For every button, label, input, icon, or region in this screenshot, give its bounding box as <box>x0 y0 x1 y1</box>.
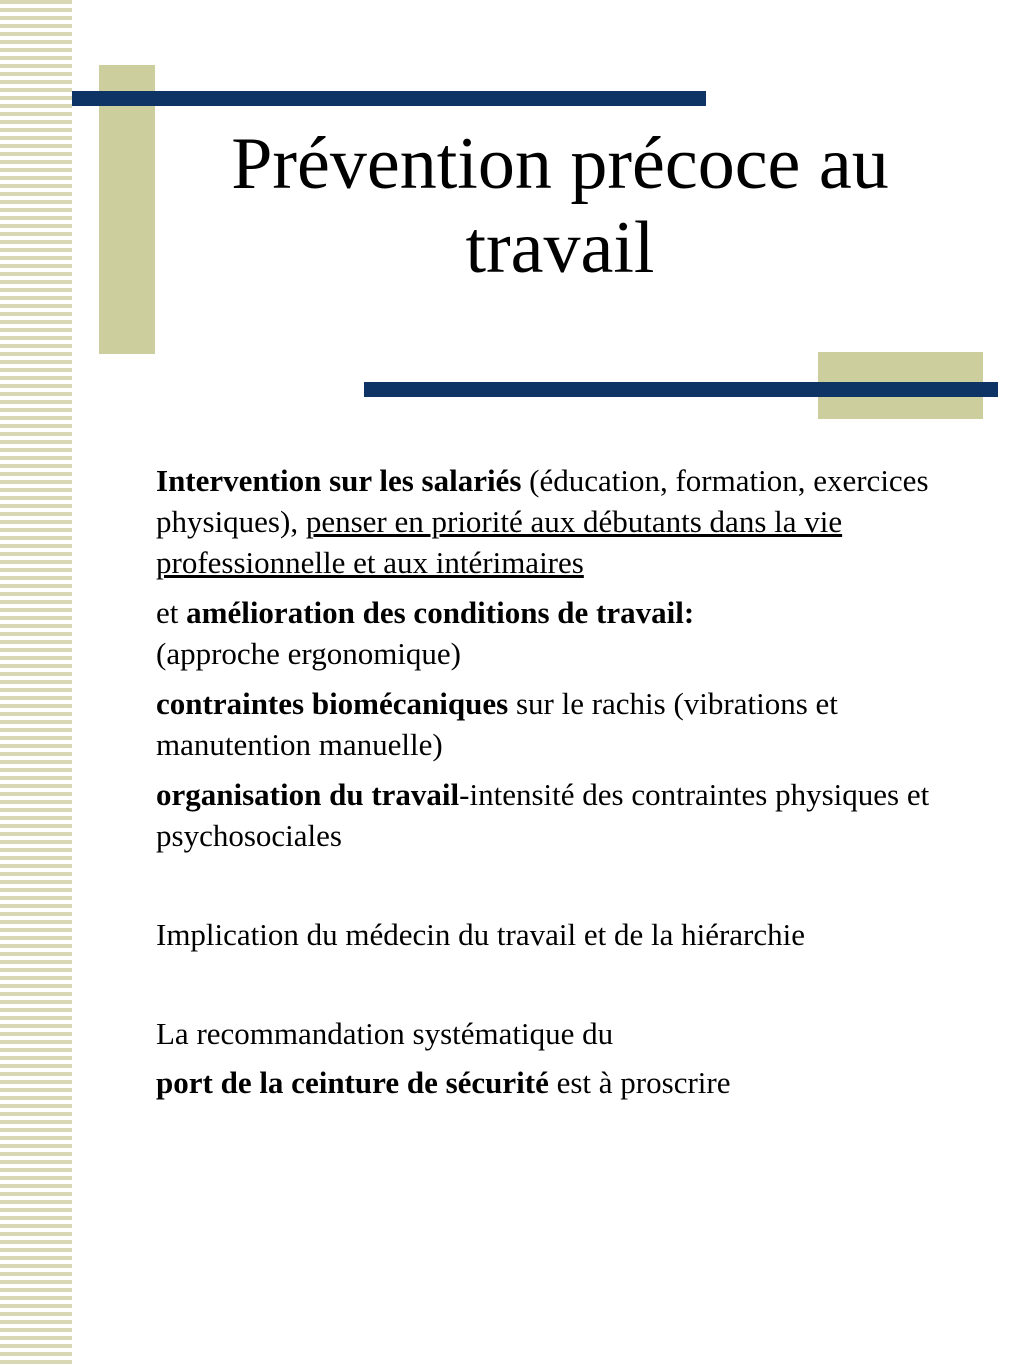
paragraph-ceinture <box>156 1062 971 1103</box>
organisation-bold: organisation du travail <box>156 777 460 812</box>
paragraph-contraintes <box>156 683 971 765</box>
slide-body <box>156 460 971 1103</box>
organisation-text: -intensité des contraintes physiques et psychosociales <box>156 777 930 853</box>
ceinture-bold: port de la ceinture de sécurité <box>156 1065 549 1100</box>
decorative-top-line <box>72 91 706 106</box>
amelioration-bold: amélioration des conditions de travail: <box>186 595 695 630</box>
decorative-bottom-line <box>364 382 998 397</box>
slide-title: Prévention précoce au travail <box>231 123 889 289</box>
intervention-text: (éducation, formation, exercices physiques), <box>156 463 929 539</box>
ceinture-text: est à proscrire <box>548 1065 731 1100</box>
implication-text: Implication du médecin du travail et de la hiérarchie <box>156 917 806 952</box>
paragraph-recommandation <box>156 1013 971 1054</box>
amelioration-prefix: et <box>156 595 187 630</box>
contraintes-text: sur le rachis (vibrations et manutention manuelle) <box>156 686 838 762</box>
decorative-stripes <box>0 0 72 1365</box>
amelioration-text: (approche ergonomique) <box>156 636 462 671</box>
recommandation-text: La recommandation systématique du <box>156 1016 614 1051</box>
intervention-underlined: penser en priorité aux débutants dans la vie professionnelle et aux intérimaires <box>156 504 843 580</box>
paragraph-implication <box>156 914 971 955</box>
paragraph-intervention <box>156 460 971 583</box>
decorative-vertical-block <box>99 65 155 354</box>
paragraph-amelioration <box>156 592 971 674</box>
paragraph-organisation <box>156 774 971 856</box>
contraintes-bold: contraintes biomécaniques <box>156 686 509 721</box>
intervention-bold: Intervention sur les salariés <box>156 463 522 498</box>
